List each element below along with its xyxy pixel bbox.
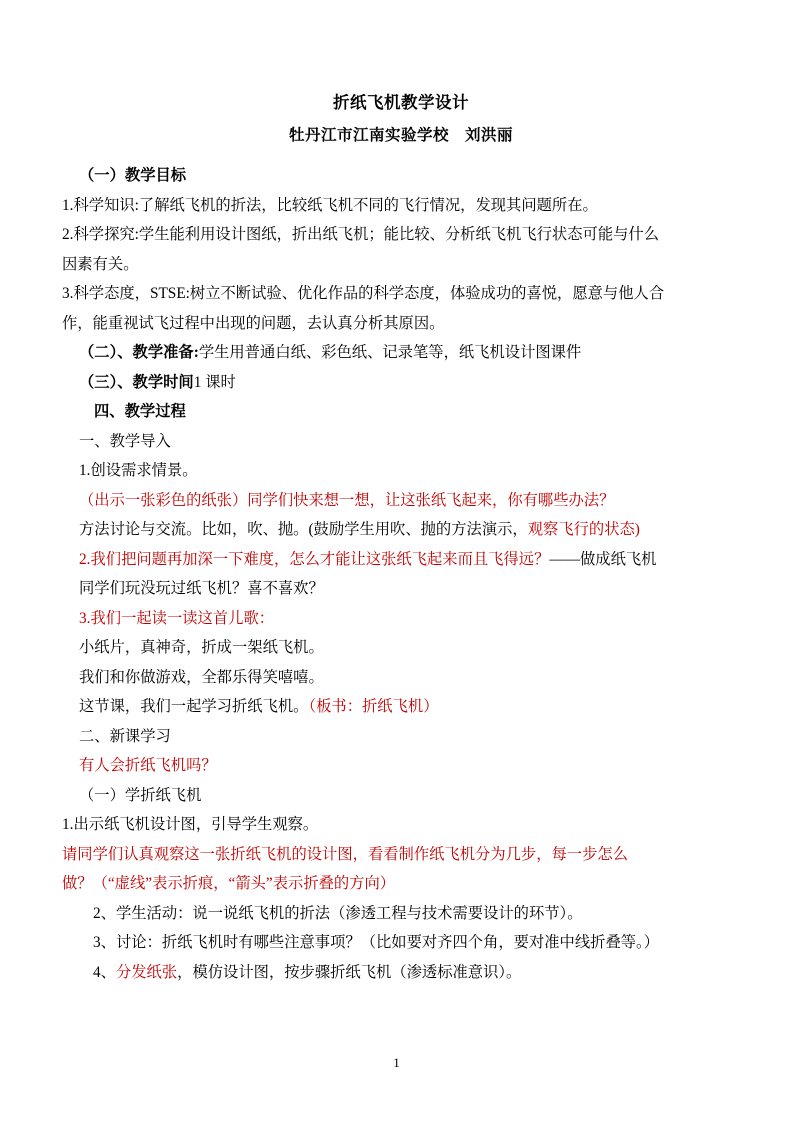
intro-closing-black: 这节课，我们一起学习折纸飞机。 bbox=[79, 698, 309, 715]
new-lesson-heading: 二、新课学习 bbox=[79, 727, 171, 745]
intro-step-2-red: 2.我们把问题再加深一下难度，怎么才能让这张纸飞起来而且飞得远？ bbox=[79, 550, 550, 568]
document-content bbox=[62, 88, 740, 987]
intro-step-2-black: ——做成纸飞机 bbox=[549, 550, 657, 568]
learn-step-1-prompt-line-2: 做？（“虚线”表示折痕，“箭头”表示折叠的方向） bbox=[62, 875, 396, 892]
learn-step-3: 3、讨论：折纸飞机时有哪些注意事项？（比如要对齐四个角，要对准中线折叠等。） bbox=[93, 934, 659, 951]
learn-folding-heading: （一）学折纸飞机 bbox=[79, 786, 202, 804]
intro-closing-red: （板书：折纸飞机） bbox=[308, 698, 439, 715]
intro-step-3: 3.我们一起读一读这首儿歌： bbox=[79, 609, 275, 627]
intro-method-discussion-black: 方法讨论与交流。比如，吹、抛。(鼓励学生用吹、抛的方法演示， bbox=[79, 521, 528, 538]
rhyme-line-2: 我们和你做游戏，全都乐得笑嘻嘻。 bbox=[79, 668, 324, 686]
learn-step-4-prefix: 4、 bbox=[93, 963, 116, 981]
intro-step-2 bbox=[62, 545, 740, 575]
learn-step-1: 1.出示纸飞机设计图，引导学生观察。 bbox=[62, 816, 319, 833]
objective-item-2-continuation: 因素有关。 bbox=[62, 255, 139, 273]
preparation-paragraph bbox=[62, 338, 740, 368]
learn-step-4 bbox=[62, 958, 740, 988]
objectives-heading: （一）教学目标 bbox=[79, 167, 187, 184]
objective-item-3-continuation: 作，能重视试飞过程中出现的问题，去认真分析其原因。 bbox=[62, 314, 445, 332]
page-number: 1 bbox=[393, 1055, 400, 1070]
preparation-text: 学生用普通白纸、彩色纸、记录笔等，纸飞机设计图课件 bbox=[198, 344, 582, 361]
teaching-time-text: 1 课时 bbox=[193, 373, 236, 391]
process-heading: 四、教学过程 bbox=[94, 403, 186, 420]
rhyme-line-1: 小纸片，真神奇，折成一架纸飞机。 bbox=[79, 639, 324, 656]
intro-step-1-prompt: （出示一张彩色的纸张）同学们快来想一想，让这张纸飞起来，你有哪些办法？ bbox=[79, 491, 615, 509]
intro-step-2-continuation: 同学们玩没玩过纸飞机？喜不喜欢？ bbox=[79, 580, 324, 597]
intro-step-1: 1.创设需求情景。 bbox=[79, 462, 198, 479]
objective-item-2: 2.科学探究:学生能利用设计图纸，折出纸飞机；能比较、分析纸飞机飞行状态可能与什么 bbox=[62, 226, 660, 243]
objective-item-1: 1.科学知识:了解纸飞机的折法，比较纸飞机不同的飞行情况，发现其问题所在。 bbox=[62, 196, 598, 214]
learn-step-4-red: 分发纸张 bbox=[115, 963, 178, 981]
teaching-time-label: （三）、教学时间 bbox=[79, 373, 194, 391]
learn-step-4-suffix: ，模仿设计图，按步骤折纸飞机（渗透标准意识）。 bbox=[177, 963, 522, 981]
learn-step-2: 2、学生活动：说一说纸飞机的折法（渗透工程与技术需要设计的环节）。 bbox=[93, 904, 583, 922]
intro-method-discussion-red: 观察飞行的状态) bbox=[527, 521, 640, 538]
objective-item-3: 3.科学态度，STSE:树立不断试验、优化作品的科学态度，体验成功的喜悦，愿意与他人合 bbox=[62, 285, 665, 302]
new-lesson-question: 有人会折纸飞机吗？ bbox=[79, 757, 217, 774]
intro-method-discussion bbox=[62, 515, 740, 545]
teaching-time-paragraph bbox=[62, 368, 740, 398]
intro-closing bbox=[62, 692, 740, 722]
document-title: 折纸飞机教学设计 bbox=[333, 93, 469, 112]
learn-step-1-prompt-line-1: 请同学们认真观察这一张折纸飞机的设计图，看看制作纸飞机分为几步，每一步怎么 bbox=[62, 845, 628, 863]
preparation-label: （二）、教学准备: bbox=[79, 344, 199, 361]
intro-heading: 一、教学导入 bbox=[79, 432, 171, 450]
document-subtitle: 牡丹江市江南实验学校 刘洪丽 bbox=[288, 127, 513, 144]
